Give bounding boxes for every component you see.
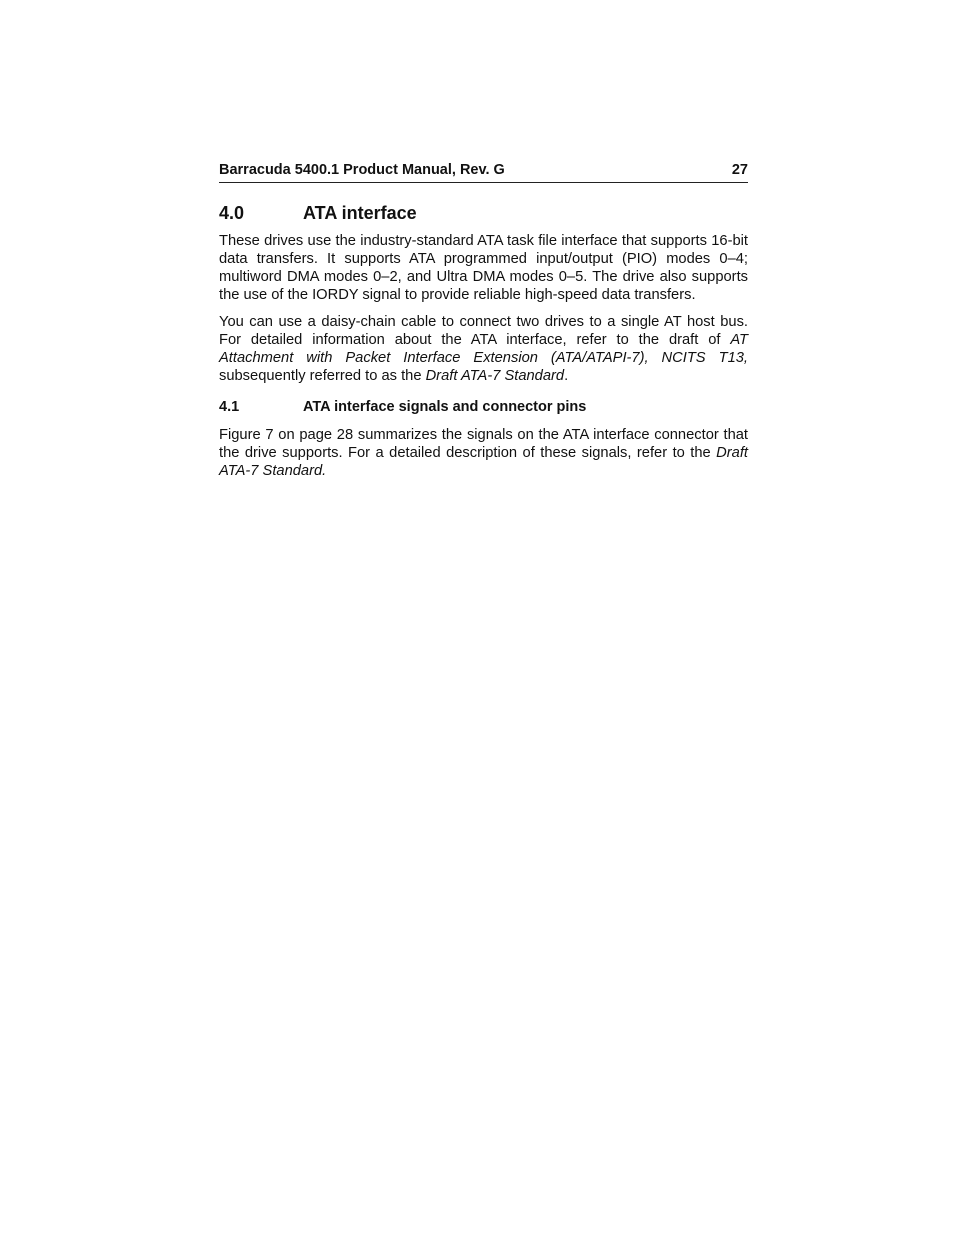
section-title: ATA interface: [303, 203, 417, 223]
section-number: 4.0: [219, 203, 245, 223]
section-paragraph-1: These drives use the industry-standard ATA task file interface that supports 16-bit data transfers. It supports ATA programmed input/output (PIO) modes 0–4; multiword DMA modes 0–2, and Ultra DMA modes 0–5. The drive also supports the use of the IORDY signal to provide reliable high-speed data transfers.: [219, 233, 748, 303]
subsection-title: ATA interface signals and connector pins: [303, 399, 587, 415]
standard-reference-italic: Draft ATA-7 Standard.: [219, 445, 748, 479]
section-heading: [219, 203, 748, 224]
standard-short-name-italic: Draft ATA-7 Standard: [425, 368, 565, 384]
page-number: 27: [731, 162, 748, 178]
subsection-paragraph: Figure 7 on page 28 summarizes the signals on the ATA interface connector that the drive supports. For a detailed description of these signals, refer to the Draft ATA-7 Standard.: [219, 427, 748, 479]
standard-title-italic: AT Attachment with Packet Interface Extension (ATA/ATAPI-7), NCITS T13,: [219, 332, 748, 366]
header-title: Barracuda 5400.1 Product Manual, Rev. G: [219, 162, 505, 178]
running-header: [219, 162, 748, 183]
subsection-heading: [219, 399, 748, 415]
document-page: [219, 162, 748, 489]
section-paragraph-2: You can use a daisy-chain cable to connect two drives to a single AT host bus. For detailed information about the ATA interface, refer to the draft of AT Attachment with Packet Interface Extension (ATA/ATAPI-7), NCITS T13, subsequently referred to as the Draft ATA-7 Standard.: [219, 314, 748, 384]
subsection-number: 4.1: [219, 399, 240, 415]
